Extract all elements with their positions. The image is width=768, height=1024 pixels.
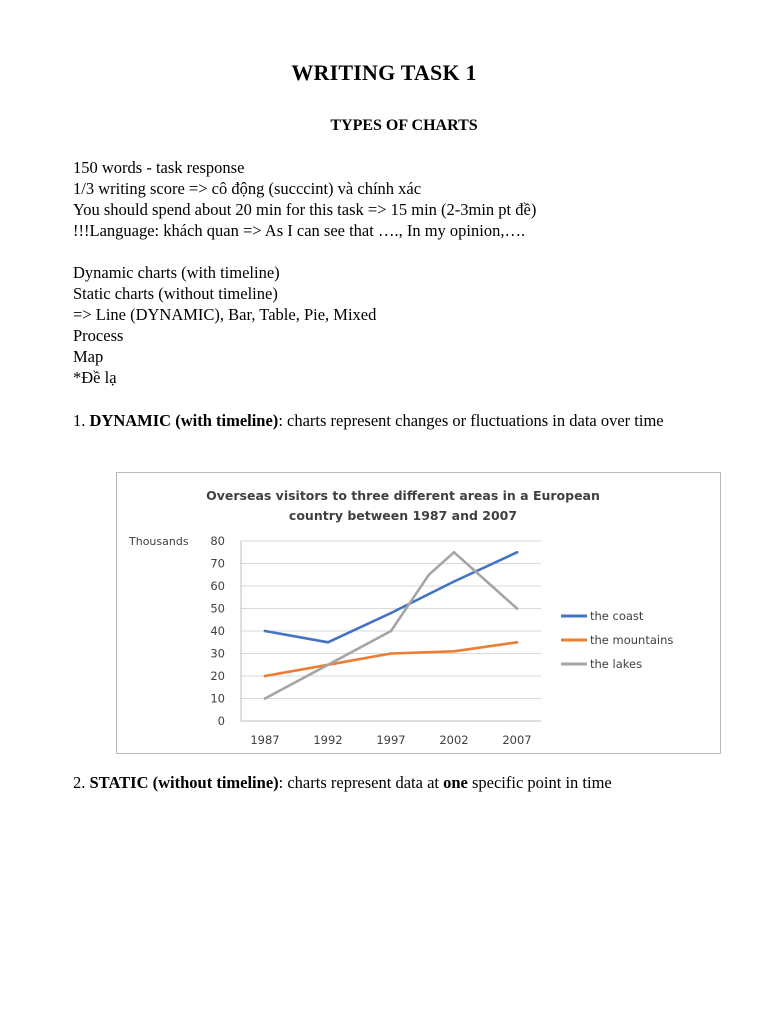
data-point bbox=[491, 585, 494, 588]
data-point bbox=[264, 630, 267, 633]
y-tick-label: 60 bbox=[210, 579, 225, 593]
line-chart bbox=[116, 472, 721, 754]
series-line-the-lakes bbox=[265, 552, 517, 698]
data-point bbox=[516, 641, 519, 644]
x-tick-label: 2002 bbox=[439, 733, 469, 747]
chart-title: country between 1987 and 2007 bbox=[288, 508, 518, 523]
note-line: You should spend about 20 min for this task => 15 min (2-3min pt đề) bbox=[73, 200, 537, 219]
section-text: : charts represent changes or fluctuations in data over time bbox=[278, 411, 664, 430]
data-point bbox=[327, 663, 330, 666]
data-point bbox=[327, 641, 330, 644]
section-number: 2. bbox=[73, 773, 86, 792]
section-text: : charts represent data at bbox=[278, 773, 444, 792]
data-point bbox=[390, 630, 393, 633]
data-point bbox=[390, 652, 393, 655]
y-tick-label: 20 bbox=[210, 669, 225, 683]
y-tick-label: 50 bbox=[210, 601, 225, 616]
y-tick-label: 0 bbox=[217, 714, 225, 728]
legend-label: the coast bbox=[590, 609, 644, 623]
chart-svg bbox=[117, 473, 722, 755]
y-tick-label: 10 bbox=[210, 691, 225, 706]
chart-type-line: *Đề lạ bbox=[73, 368, 117, 387]
x-tick-label: 2007 bbox=[502, 733, 532, 747]
y-tick-label: 80 bbox=[210, 534, 225, 548]
section-emphasis: one bbox=[443, 773, 468, 792]
chart-type-line: Static charts (without timeline) bbox=[73, 284, 278, 303]
section-text: specific point in time bbox=[467, 773, 612, 792]
x-tick-label: 1987 bbox=[250, 733, 280, 747]
y-tick-label: 30 bbox=[210, 646, 225, 661]
data-point bbox=[264, 675, 267, 678]
x-tick-label: 1997 bbox=[376, 733, 406, 747]
y-tick-label: 70 bbox=[210, 556, 225, 571]
y-axis-label: Thousands bbox=[129, 535, 189, 548]
data-point bbox=[453, 580, 456, 583]
note-line: !!!Language: khách quan => As I can see that …., In my opinion,…. bbox=[73, 221, 526, 240]
note-line: 1/3 writing score => cô động (succcint) và chính xác bbox=[73, 179, 422, 198]
section-number: 1. bbox=[73, 411, 86, 430]
page-title: WRITING TASK 1 bbox=[291, 60, 477, 85]
note-line: 150 words - task response bbox=[73, 158, 245, 177]
section-heading: DYNAMIC (with timeline) bbox=[89, 411, 279, 430]
data-point bbox=[264, 697, 267, 700]
data-point bbox=[453, 551, 456, 554]
x-tick-label: 1992 bbox=[313, 733, 343, 747]
page-subtitle: TYPES OF CHARTS bbox=[330, 117, 478, 134]
series-line-the-mountains bbox=[265, 642, 517, 676]
section-dynamic bbox=[73, 410, 735, 431]
section-heading: STATIC (without timeline) bbox=[89, 773, 279, 792]
data-point bbox=[516, 607, 519, 610]
chart-type-line: Process bbox=[73, 326, 124, 345]
chart-title: Overseas visitors to three different areas in a European bbox=[206, 488, 600, 503]
section-static bbox=[73, 772, 612, 793]
data-point bbox=[516, 551, 519, 554]
y-tick-label: 40 bbox=[210, 624, 225, 638]
data-point bbox=[453, 650, 456, 653]
legend-label: the mountains bbox=[590, 633, 674, 647]
legend-label: the lakes bbox=[590, 657, 643, 671]
chart-type-line: Dynamic charts (with timeline) bbox=[73, 263, 280, 282]
chart-type-line: Map bbox=[73, 347, 104, 366]
data-point bbox=[428, 573, 431, 576]
chart-type-line: => Line (DYNAMIC), Bar, Table, Pie, Mixed bbox=[73, 305, 377, 324]
data-point bbox=[390, 612, 393, 615]
